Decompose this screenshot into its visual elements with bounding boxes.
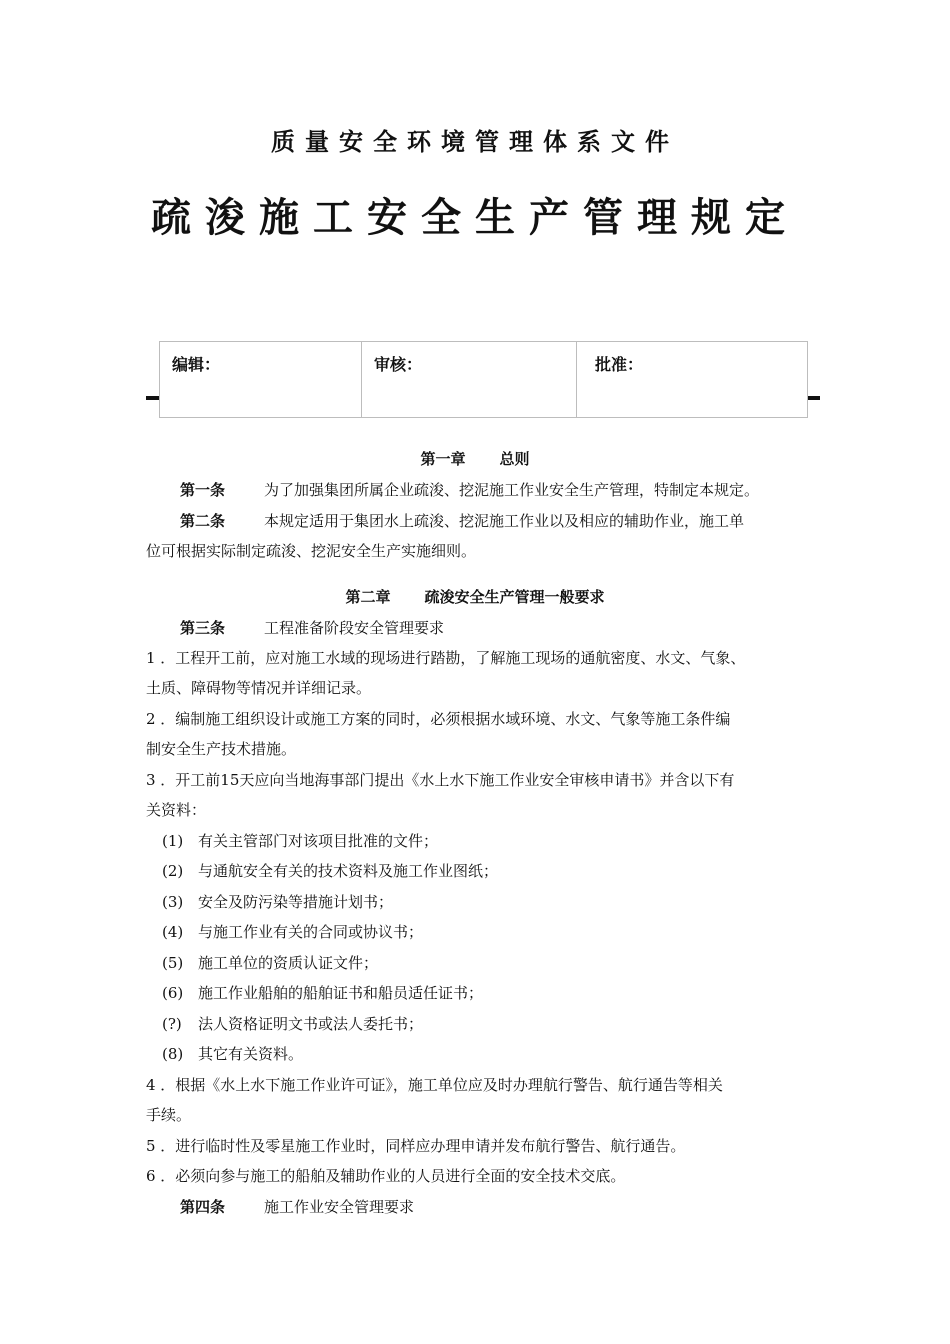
approver-label: 批准： (595, 355, 644, 374)
article-1-text: 为了加强集团所属企业疏浚、挖泥施工作业安全生产管理，特制定本规定。 (264, 481, 760, 499)
article-4-label: 第四条 (180, 1198, 226, 1216)
paragraph-3-line1: 3 ．开工前15天应向当地海事部门提出《水上水下施工作业安全审核申请书》并含以下有 (146, 771, 735, 789)
list-item (162, 952, 378, 973)
paragraph-5: 5 ．进行临时性及零星施工作业时，同样应办理申请并发布航行警告、航行通告。 (146, 1137, 686, 1155)
approver-cell (576, 342, 807, 417)
list-item-text: 与通航安全有关的技术资料及施工作业图纸； (198, 862, 499, 880)
chapter-1-title: 总则 (499, 450, 530, 468)
article-2-label: 第二条 (180, 512, 226, 530)
paragraph-6: 6 ．必须向参与施工的船舶及辅助作业的人员进行全面的安全技术交底。 (146, 1167, 626, 1185)
article-3 (180, 617, 444, 638)
chapter-2-heading (0, 586, 950, 607)
list-item-text: 其它有关资料。 (198, 1045, 304, 1063)
list-item-number: (5) (162, 954, 184, 972)
list-item-text: 法人资格证明文书或法人委托书； (198, 1015, 424, 1033)
list-item-number: (6) (162, 984, 184, 1002)
list-item (162, 830, 438, 851)
chapter-1-number: 第一章 (420, 450, 466, 468)
list-item (162, 921, 423, 942)
article-2-text-line1: 本规定适用于集团水上疏浚、挖泥施工作业以及相应的辅助作业，施工单 (264, 512, 745, 530)
paragraph-4-line1: 4 ．根据《水上水下施工作业许可证》，施工单位应及时办理航行警告、航行通告等相关 (146, 1076, 723, 1094)
document-series-title: 质量安全环境管理体系文件 (271, 128, 679, 156)
list-item-number: (2) (162, 862, 184, 880)
list-item-text: 与施工作业有关的合同或协议书； (198, 923, 424, 941)
paragraph-3-line2: 关资料： (146, 801, 207, 819)
signoff-table (159, 341, 808, 418)
list-item-text: 施工作业船舶的船舶证书和船员适任证书； (198, 984, 484, 1002)
article-3-label: 第三条 (180, 619, 226, 637)
article-4 (180, 1196, 414, 1217)
chapter-2-number: 第二章 (345, 588, 391, 606)
list-item-number: (8) (162, 1045, 184, 1063)
article-2 (180, 510, 744, 531)
editor-label: 编辑： (172, 355, 221, 374)
list-item (162, 982, 483, 1003)
list-item (162, 891, 393, 912)
reviewer-label: 审核： (374, 355, 423, 374)
list-item-number: (1) (162, 832, 184, 850)
list-item (162, 860, 498, 881)
article-4-text: 施工作业安全管理要求 (264, 1198, 415, 1216)
editor-cell (160, 342, 361, 417)
list-item-text: 施工单位的资质认证文件； (198, 954, 379, 972)
reviewer-cell (361, 342, 576, 417)
chapter-2-title: 疏浚安全生产管理一般要求 (424, 588, 605, 606)
list-item (162, 1043, 303, 1064)
paragraph-2-line1: 2 ．编制施工组织设计或施工方案的同时，必须根据水域环境、水文、气象等施工条件编 (146, 710, 731, 728)
list-item (162, 1013, 423, 1034)
article-1 (180, 479, 759, 500)
article-2-text-line2: 位可根据实际制定疏浚、挖泥安全生产实施细则。 (146, 542, 477, 560)
document-title: 疏浚施工安全生产管理规定 (151, 195, 799, 241)
list-item-text: 安全及防污染等措施计划书； (198, 893, 394, 911)
list-item-number: (?) (162, 1015, 182, 1033)
paragraph-1-line2: 土质、障碍物等情况并详细记录。 (146, 679, 372, 697)
paragraph-1-line1: 1 ．工程开工前，应对施工水域的现场进行踏勘，了解施工现场的通航密度、水文、气象、 (146, 649, 746, 667)
list-item-number: (3) (162, 893, 184, 911)
article-1-label: 第一条 (180, 481, 226, 499)
list-item-text: 有关主管部门对该项目批准的文件； (198, 832, 439, 850)
list-item-number: (4) (162, 923, 184, 941)
article-3-text: 工程准备阶段安全管理要求 (264, 619, 445, 637)
paragraph-2-line2: 制安全生产技术措施。 (146, 740, 297, 758)
paragraph-4-line2: 手续。 (146, 1106, 192, 1124)
chapter-1-heading (0, 448, 950, 469)
